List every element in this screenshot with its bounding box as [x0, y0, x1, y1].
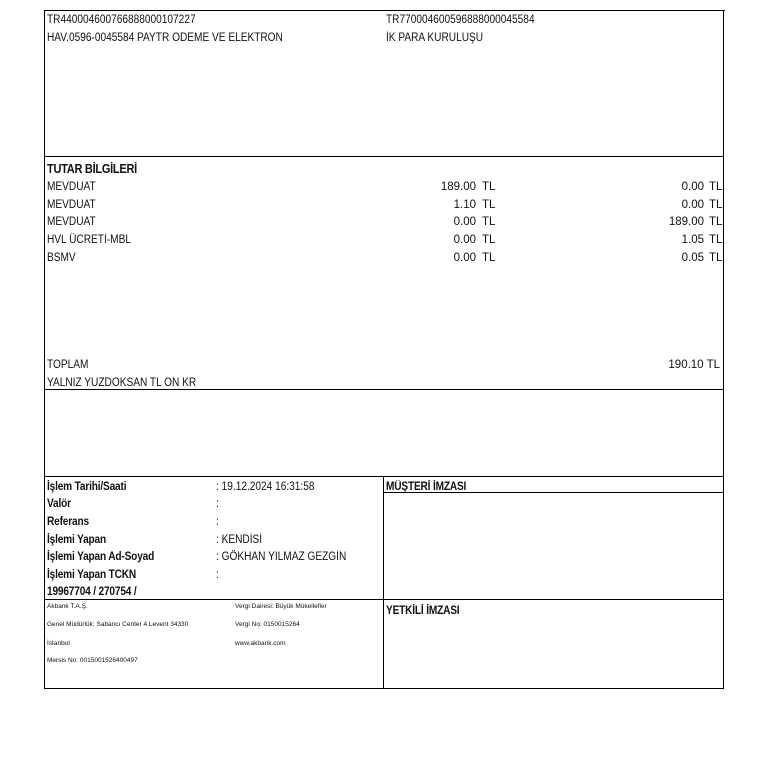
amount-debit-value: 0.00: [453, 234, 476, 246]
left-border: [44, 10, 45, 689]
amount-credit-currency: TL: [709, 181, 723, 193]
customer-signature-label: MÜŞTERİ İMZASI: [386, 481, 467, 493]
field-label-performer-tckn: İşlemi Yapan TCKN: [47, 569, 137, 581]
bank-tax-number: Vergi No: 0150015264: [235, 621, 300, 628]
sender-iban: TR440004600766888000107227: [47, 14, 196, 26]
bank-website: www.akbank.com: [235, 640, 286, 647]
amount-debit-value: 0.00: [453, 216, 476, 228]
field-value-performer-name: : GÖKHAN YILMAZ GEZGİN: [216, 551, 347, 563]
total-label: TOPLAM: [47, 359, 89, 371]
receiver-description: İK PARA KURULUŞU: [386, 32, 484, 44]
bank-city: İstanbul: [47, 640, 70, 647]
footer-divider: [44, 599, 724, 600]
field-value-performer-tckn: :: [216, 569, 219, 581]
receiver-iban: TR770004600596888000045584: [386, 14, 535, 26]
field-value-transaction-date: : 19.12.2024 16:31:58: [216, 481, 315, 493]
amounts-title: TUTAR BİLGİLERİ: [47, 162, 137, 176]
amount-debit-currency: TL: [482, 252, 496, 264]
field-value-performed-by: : KENDİSİ: [216, 534, 263, 546]
amount-debit-currency: TL: [482, 234, 496, 246]
field-label-performer-name: İşlemi Yapan Ad-Soyad: [47, 551, 155, 563]
notes-divider: [44, 476, 724, 477]
amount-debit-value: 189.00: [440, 181, 476, 193]
right-border: [723, 10, 724, 689]
field-value-value-date: :: [216, 498, 219, 510]
top-border: [44, 10, 725, 11]
sender-description: HAV.0596-0045584 PAYTR ÖDEME VE ELEKTRON: [47, 32, 283, 44]
amount-row-label: MEVDUAT: [47, 199, 96, 211]
amount-debit-value: 1.10: [453, 199, 476, 211]
amount-credit-value: 189.00: [668, 216, 704, 228]
amount-credit-value: 0.00: [681, 199, 704, 211]
signature-column-divider: [383, 476, 384, 688]
field-value-reference: :: [216, 516, 219, 528]
bottom-border: [44, 688, 724, 689]
amount-row-label: BSMV: [47, 252, 76, 264]
amount-credit-currency: TL: [709, 199, 723, 211]
bank-name: Akbank T.A.Ş.: [47, 603, 88, 610]
amount-credit-currency: TL: [709, 252, 723, 264]
amount-debit-currency: TL: [482, 216, 496, 228]
amount-credit-currency: TL: [709, 216, 723, 228]
amount-credit-currency: TL: [709, 234, 723, 246]
bank-tax-office: Vergi Dairesi: Büyük Mükellefler: [235, 603, 327, 610]
amount-row-label: MEVDUAT: [47, 181, 96, 193]
field-label-reference: Referans: [47, 516, 89, 528]
amount-debit-currency: TL: [482, 181, 496, 193]
total-in-words: YALNIZ YÜZDOKSAN TL ON KR: [47, 377, 197, 389]
amount-row-label: MEVDUAT: [47, 216, 96, 228]
accounts-divider: [44, 156, 724, 157]
amount-debit-currency: TL: [482, 199, 496, 211]
field-label-transaction-date: İşlem Tarihi/Saati: [47, 481, 127, 493]
amount-credit-value: 1.05: [681, 234, 704, 246]
bank-head-office: Genel Müdürlük: Sabancı Center 4.Levent 34330: [47, 621, 189, 628]
amount-debit-value: 0.00: [453, 252, 476, 264]
bank-mersis-number: Mersis No: 0015001526400497: [47, 657, 138, 664]
total-value: 190.10 TL: [668, 359, 720, 371]
reference-numbers: 19967704 / 270754 /: [47, 586, 137, 598]
authorized-signature-label: YETKİLİ İMZASI: [386, 605, 460, 617]
field-label-performed-by: İşlemi Yapan: [47, 534, 107, 546]
amount-credit-value: 0.00: [681, 181, 704, 193]
amount-credit-value: 0.05: [681, 252, 704, 264]
amount-row-label: HVL ÜCRETİ-MBL: [47, 234, 131, 246]
field-label-value-date: Valör: [47, 498, 71, 510]
